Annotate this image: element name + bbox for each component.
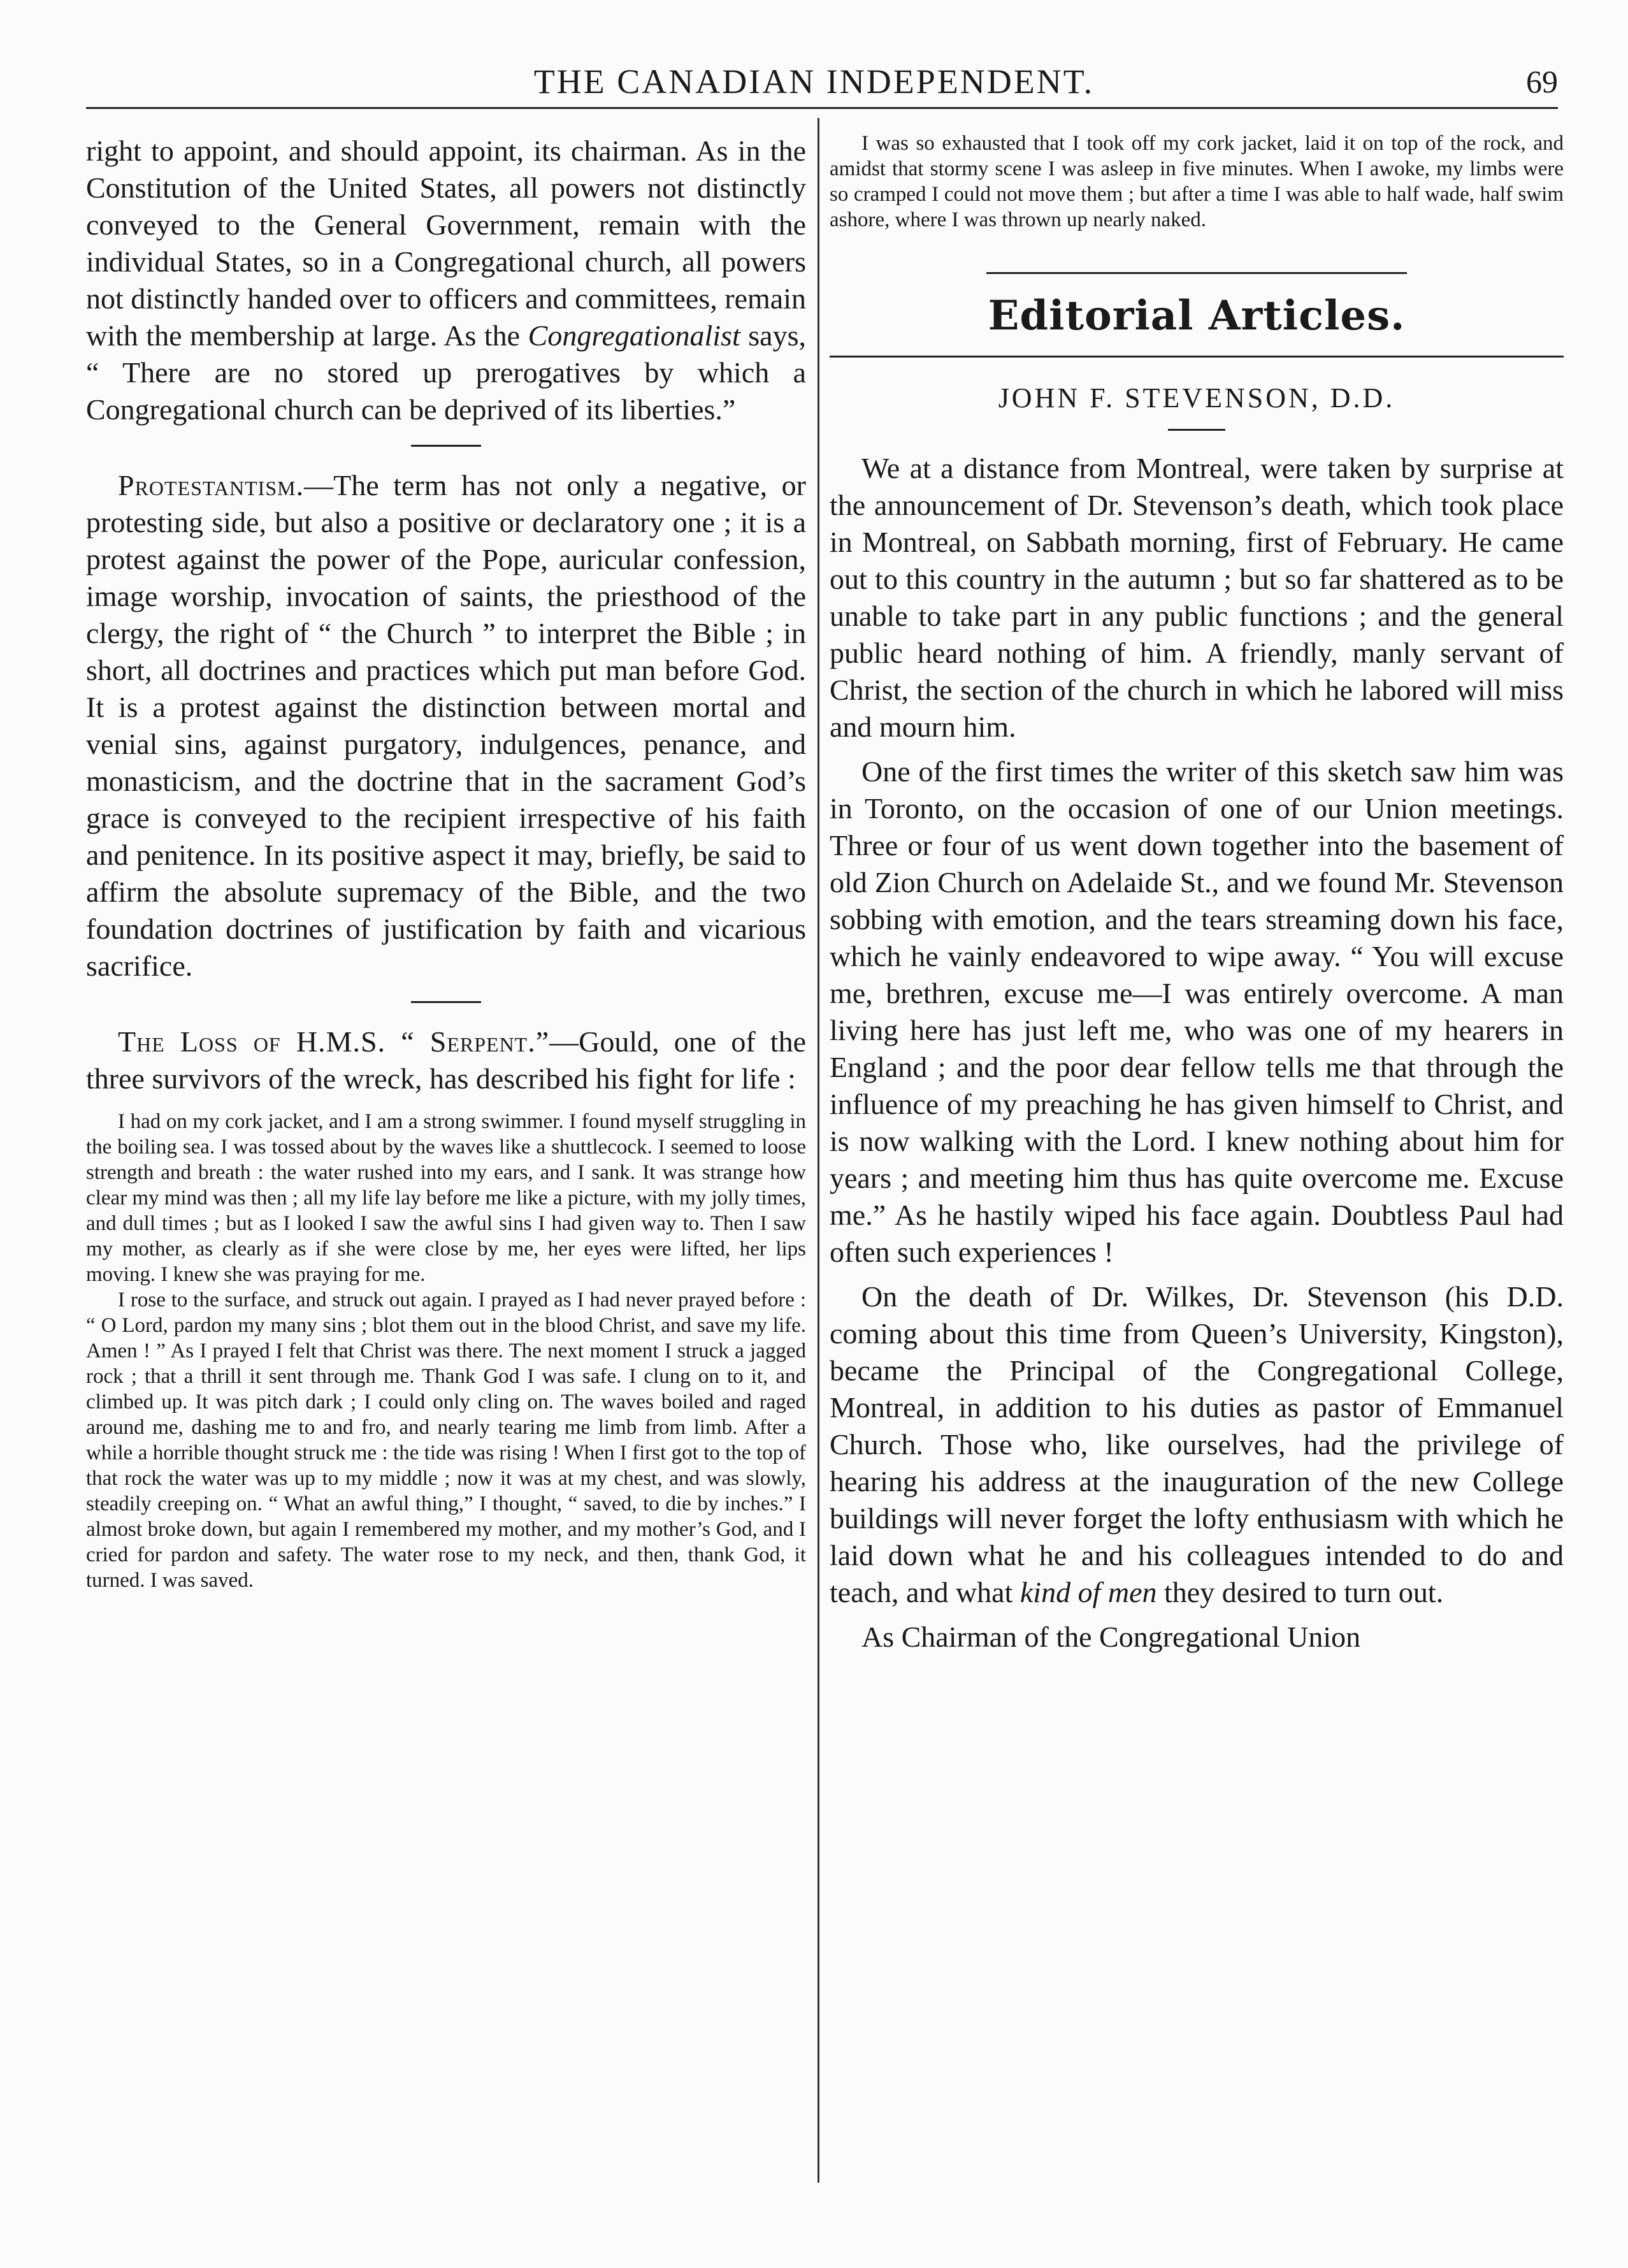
article-paragraph-3: On the death of Dr. Wilkes, Dr. Stevenson (his D.D. coming about this time from Queen’s University, Kingston), became the Principal of the Congregational College, Montreal, in addition to his duties as pastor of Emmanuel Church. Those who, like ourselves, had the privilege of hearing his address at the inauguration of the new College buildings will never forget the lofty enthusiasm with which he laid down what he and his colleagues intended to do and teach, and what kind of men they desired to turn out. <box>830 1280 1564 1608</box>
italic-publication-name: Congregationalist <box>528 319 740 352</box>
editorial-top-rule <box>986 272 1407 274</box>
protestantism-heading: Protestantism. <box>118 469 305 502</box>
intro-paragraph: right to appoint, and should appoint, its chairman. As in the Constitution of the United States, all powers not distinctly conveyed to the General Government, remain with the individual States, so in a Congregational church, all powers not distinctly handed over to officers and committees, remain with the membership at large. As the Congregationalist says, “ There are no stored up prerogatives by which a Congregational church can be deprived of its liberties.” <box>86 134 806 426</box>
serpent-quote-continued: I was so exhausted that I took off my cork jacket, laid it on top of the rock, and amidst that stormy scene I was asleep in five minutes. When I awoke, my limbs were so cramped I could not move them ; but after a time I was able to half wade, half swim ashore, where I was thrown up nearly naked. <box>830 132 1564 231</box>
article-paragraph-4: As Chairman of the Congregational Union <box>861 1621 1361 1653</box>
italic-phrase: kind of men <box>1019 1576 1157 1608</box>
article-title: JOHN F. STEVENSON, D.D. <box>998 382 1395 414</box>
editorial-bottom-rule <box>830 356 1564 358</box>
page-header-title: THE CANADIAN INDEPENDENT. <box>533 62 1095 101</box>
section-divider <box>411 445 481 447</box>
serpent-intro-paragraph: The Loss of H.M.S. “ Serpent.”—Gould, one of the three survivors of the wreck, has described his fight for life : <box>86 1025 806 1095</box>
left-column <box>86 133 806 1593</box>
serpent-heading: The Loss of H.M.S. “ Serpent.” <box>118 1025 550 1058</box>
editorial-section-heading: Editorial Articles. <box>988 292 1406 340</box>
column-divider <box>818 118 819 2183</box>
right-column <box>830 131 1564 1656</box>
page-number: 69 <box>1526 64 1558 99</box>
article-paragraph-1: We at a distance from Montreal, were taken by surprise at the announcement of Dr. Stevenson’s death, which took place in Montreal, on Sabbath morning, first of February. He came out to this country in the autumn ; but so far shattered as to be unable to take part in any public functions ; and the general public heard nothing of him. A friendly, manly servant of Christ, the section of the church in which he labored will miss and mourn him. <box>830 452 1564 743</box>
serpent-quote-paragraph-1: I had on my cork jacket, and I am a strong swimmer. I found myself struggling in the boiling sea. I was tossed about by the waves like a shuttlecock. I seemed to loose strength and breath : the water rushed into my ears, and I sank. It was strange how clear my mind was then ; all my life lay before me like a picture, with my jolly times, and dull times ; but as I looked I saw the awful sins I had given way to. Then I saw my mother, as clearly as if she were close by me, her eyes were lifted, her lips moving. I knew she was praying for me. <box>86 1110 806 1286</box>
section-divider <box>411 1001 481 1003</box>
protestantism-paragraph: Protestantism.—The term has not only a negative, or protesting side, but also a positive or declaratory one ; it is a protest against the power of the Pope, auricular confession, image worship, invocation of saints, the priesthood of the clergy, the right of “ the Church ” to interpret the Bible ; in short, all doctrines and practices which put man before God. It is a protest against the distinction between mortal and venial sins, against purgatory, indulgences, penance, and monasticism, and the doctrine that in the sacrament God’s grace is conveyed to the recipient irrespective of his faith and penitence. In its positive aspect it may, briefly, be said to affirm the absolute supremacy of the Bible, and the two foundation doctrines of justification by faith and vicarious sacrifice. <box>86 469 806 982</box>
article-paragraph-2: One of the first times the writer of this sketch saw him was in Toronto, on the occasion of one of our Union meetings. Three or four of us went down together into the basement of old Zion Church on Adelaide St., and we found Mr. Stevenson sobbing with emotion, and the tears streaming down his face, which he vainly endeavored to wipe away. “ You will excuse me, brethren, excuse me—I was entirely overcome. A man living here has just left me, who was one of my hearers in England ; and the poor dear fellow tells me that through the influence of my preaching he has given himself to Christ, and is now walking with the Lord. I knew nothing about him for years ; and meeting him thus has quite overcome me. Excuse me.” As he hastily wiped his face again. Doubtless Paul had often such experiences ! <box>830 755 1564 1268</box>
header-rule <box>86 107 1558 109</box>
serpent-quote-paragraph-2: I rose to the surface, and struck out again. I prayed as I had never prayed before : “ O Lord, pardon my many sins ; blot them out in the blood Christ, and save my life. Amen ! ” As I prayed I felt that Christ was there. The next moment I struck a jagged rock ; that a thrill it sent through me. Thank God I was safe. I clung on to it, and climbed up. It was pitch dark ; I could only cling on. The waves boiled and raged around me, dashing me to and fro, and nearly tearing me limb from limb. After a while a horrible thought struck me : the tide was rising ! When I first got to the top of that rock the water was up to my middle ; now it was at my chest, and was slowly, steadily creeping on. “ What an awful thing,” I thought, “ saved, to die by inches.” I almost broke down, but again I remembered my mother, and my mother’s God, and I cried for pardon and safety. The water rose to my neck, and then, thank God, it turned. I was saved. <box>86 1289 806 1592</box>
article-title-rule <box>1168 429 1225 431</box>
